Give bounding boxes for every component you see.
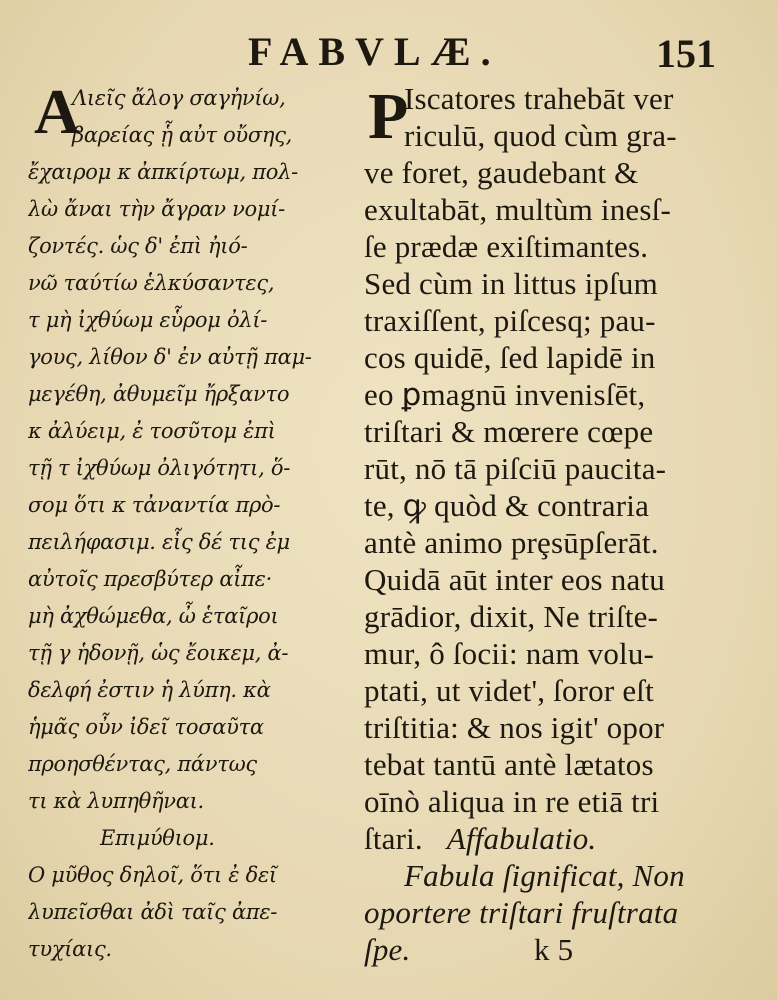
greek-moral-line: τυχίαις.: [28, 937, 112, 961]
latin-moral-end: ſpe.: [364, 932, 411, 967]
signature-mark: k 5: [534, 932, 574, 967]
greek-line: τι κὰ λυπηθῆναι.: [28, 789, 204, 813]
greek-line: μεγέθη, ἀθυμεῖμ ἤρξαντο: [28, 382, 290, 406]
latin-line: mur, ô ſocii: nam volu-: [364, 636, 655, 671]
latin-moral-line: oportere triſtari fruſtrata: [364, 895, 679, 930]
greek-line: τῇ γ ἡδονῇ, ὡς ἔοικεμ, ἀ-: [28, 641, 289, 665]
latin-line: tebat tantū antè lætatos: [364, 747, 654, 782]
greek-line: δελφή ἐστιν ἡ λύπη. κὰ: [28, 678, 271, 702]
greek-line: Λιεῖς ἄλογ σαγἠνίω,: [72, 86, 286, 110]
greek-line: κ ἀλύειμ, ἐ τοσῦτομ ἐπὶ: [28, 419, 276, 443]
latin-last-line: ſtari.: [364, 821, 423, 856]
latin-line: rūt, nō tā piſciū paucita-: [364, 451, 667, 486]
greek-drop-capital: A: [34, 76, 81, 147]
greek-line: πειλήφασιμ. εἷς δέ τις ἐμ: [28, 530, 290, 554]
greek-line: προησθέντας, πάντως: [28, 752, 257, 776]
greek-line: ζοντές. ὡς δ' ἐπὶ ἠιό-: [28, 234, 248, 258]
latin-line: oīnò aliqua in re etiā tri: [364, 784, 660, 819]
latin-line: grādior, dixit, Ne triſte-: [364, 599, 659, 634]
latin-moral-line: Fabula ſignificat, Non: [404, 858, 685, 893]
latin-line: triſtari & mœrere cœpe: [364, 414, 654, 449]
greek-line: σομ ὅτι κ τἀναντία πρὸ-: [28, 493, 281, 517]
latin-text-column: [364, 80, 764, 980]
affabulatio-heading: Affabulatio.: [446, 821, 597, 856]
latin-final-line: [364, 931, 764, 968]
latin-line: eo ꝑmagnū invenisſēt,: [364, 377, 646, 412]
latin-line: antè animo prȩsūpſerāt.: [364, 525, 659, 560]
latin-line: Iscatores trahebāt ver: [404, 81, 674, 116]
page-header: [0, 22, 777, 78]
latin-line: te, ꝙ quòd & contraria: [364, 488, 650, 523]
greek-line: ἔχαιρομ κ ἀπκίρτωμ, πολ-: [28, 160, 298, 184]
greek-line: λὼ ἄναι τὴν ἄγραν νομί-: [28, 197, 285, 221]
greek-line: μὴ ἀχθώμεθα, ὦ ἑταῖροι: [28, 604, 279, 628]
latin-line-with-heading: [364, 820, 764, 857]
latin-line: riculū, quod cùm gra-: [404, 118, 677, 153]
greek-line: βαρείας ᾗ αὐτ οὔσης,: [72, 123, 293, 147]
greek-moral-line: λυπεῖσθαι ἀδὶ ταῖς ἀπε-: [28, 900, 278, 924]
greek-line: αὐτοῖς πρεσβύτερ αἶπε·: [28, 567, 273, 591]
greek-moral-line: Ο μῦθος δηλοῖ, ὅτι ἐ δεῖ: [28, 863, 277, 887]
latin-line: triſtitia: & nos igit' opor: [364, 710, 665, 745]
latin-line: exultabāt, multùm inesſ-: [364, 192, 671, 227]
latin-line: Sed cùm in littus ipſum: [364, 266, 658, 301]
latin-drop-capital: P: [368, 80, 409, 153]
greek-moral-heading: Επιμύθιομ.: [100, 826, 215, 850]
page-number: 151: [656, 31, 716, 76]
greek-line: γους, λίθον δ' ἐν αὐτῇ παμ-: [28, 345, 312, 369]
latin-line: ſe prædæ exiſtimantes.: [364, 229, 649, 264]
greek-text-column: [28, 76, 358, 980]
greek-line: τ μὴ ἰχθύωμ εὗρομ ὀλί-: [28, 308, 268, 332]
greek-line: τῇ τ ἰχθύωμ ὀλιγότητι, ὅ-: [28, 456, 291, 480]
latin-line: ve foret, gaudebant &: [364, 155, 639, 190]
latin-line: ptati, ut videt', ſoror eſt: [364, 673, 654, 708]
running-title: FABVLÆ.: [248, 29, 501, 74]
latin-line: traxiſſent, piſcesq; pau-: [364, 303, 656, 338]
latin-line: Quidā aūt inter eos natu: [364, 562, 665, 597]
latin-line: cos quidē, ſed lapidē in: [364, 340, 656, 375]
greek-line: ἡμᾶς οὖν ἰδεῖ τοσαῦτα: [28, 715, 264, 739]
greek-line: νῶ ταύτίω ἑλκύσαντες,: [28, 271, 275, 295]
